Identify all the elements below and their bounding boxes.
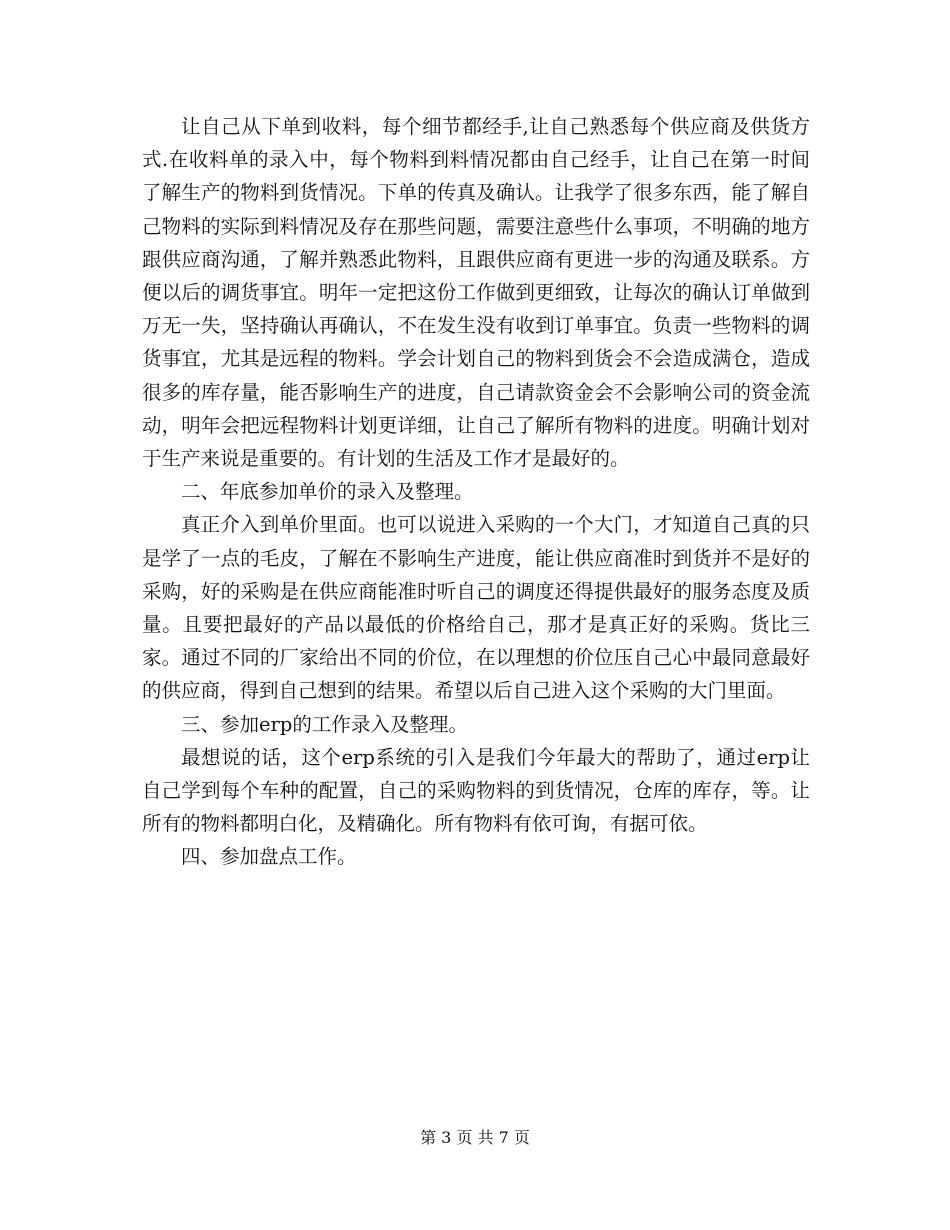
section-heading-2: 二、年底参加单价的录入及整理。 xyxy=(181,480,474,504)
page-number-footer: 第 3 页 共 7 页 xyxy=(420,1128,530,1147)
section-heading-3: 三、参加erp的工作录入及整理。 xyxy=(181,712,468,736)
body-paragraph-2: 真正介入到单价里面。也可以说进入采购的一个大门，才知道自己真的只是学了一点的毛皮，了解在不影响生产进度，能让供应商准时到货并不是好的采购，好的采购是在供应商能准时听自己的调度还得提供最好的服务态度及质量。且要把最好的产品以最低的价格给自己，那才是真正好的采购。货比三家。通过不同的厂家给出不同的价位，在以理想的价位压自己心中最同意最好的供应商，得到自己想到的结果。希望以后自己进入这个采购的大门里面。 xyxy=(142,513,810,703)
document-body xyxy=(142,110,810,874)
section-heading-4: 四、参加盘点工作。 xyxy=(181,845,357,869)
body-paragraph-1: 让自己从下单到收料，每个细节都经手,让自己熟悉每个供应商及供货方式.在收料单的录入中，每个物料到料情况都由自己经手，让自己在第一时间了解生产的物料到货情况。下单的传真及确认。让我学了很多东西，能了解自己物料的实际到料情况及存在那些问题，需要注意些什么事项，不明确的地方跟供应商沟通，了解并熟悉此物料，且跟供应商有更进一步的沟通及联系。方便以后的调货事宜。明年一定把这份工作做到更细致，让每次的确认订单做到万无一失，坚持确认再确认，不在发生没有收到订单事宜。负责一些物料的调货事宜，尤其是远程的物料。学会计划自己的物料到货会不会造成满仓，造成很多的库存量，能否影响生产的进度，自己请款资金会不会影响公司的资金流动，明年会把远程物料计划更详细，让自己了解所有物料的进度。明确计划对于生产来说是重要的。有计划的生活及工作才是最好的。 xyxy=(142,115,810,471)
body-paragraph-3: 最想说的话，这个erp系统的引入是我们今年最大的帮助了，通过erp让自己学到每个车种的配置，自己的采购物料的到货情况，仓库的库存，等。让所有的物料都明白化，及精确化。所有物料有依可询，有据可依。 xyxy=(142,745,810,836)
